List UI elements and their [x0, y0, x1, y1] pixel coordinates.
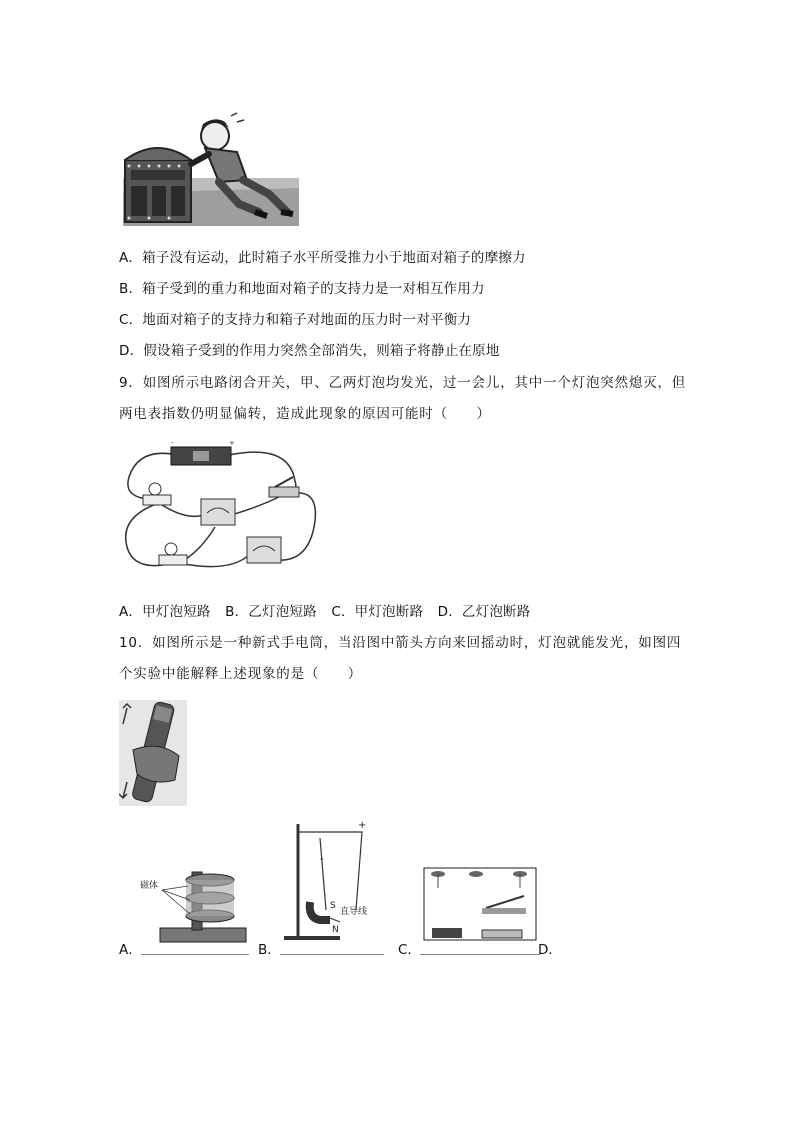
option-b-plus: +	[358, 820, 367, 831]
q9-option-c: C．甲灯泡断路	[331, 604, 424, 620]
option-b-wire-magnet-figure	[280, 818, 386, 944]
option-a-magnet-label: 磁体	[140, 881, 159, 891]
q10-option-a: A．	[119, 942, 142, 958]
q10-option-c: C．	[398, 942, 421, 958]
q8-option-d: D．假设箱子受到的作用力突然全部消失，则箱子将静止在原地	[119, 343, 500, 359]
q8-option-c: C．地面对箱子的支持力和箱子对地面的压力时一对平衡力	[119, 312, 472, 328]
boy-pushing-chest-figure	[119, 108, 301, 230]
flashlight-figure	[119, 700, 187, 806]
option-c-circuit-figure	[420, 864, 540, 944]
q9-options-row	[119, 602, 530, 622]
option-b-wire-label: 直导线	[340, 907, 368, 917]
svg-text:-: -	[171, 439, 174, 447]
q10-option-b: B．	[258, 942, 281, 958]
option-c-underline	[420, 954, 540, 955]
option-b-s-label: S	[330, 901, 336, 911]
q10-options-row	[119, 938, 599, 960]
q10-stem-line1: 10．如图所示是一种新式手电筒，当沿图中箭头方向来回摇动时，灯泡就能发光，如图四	[119, 635, 682, 651]
q9-stem-line1: 9．如图所示电路闭合开关，甲、乙两灯泡均发光，过一会儿，其中一个灯泡突然熄灭，但	[119, 375, 687, 391]
q9-option-d: D．乙灯泡断路	[437, 604, 531, 620]
option-b-minus: -	[320, 854, 324, 865]
option-b-n-label: N	[332, 925, 339, 935]
q10-stem-line2: 个实验中能解释上述现象的是（ ）	[119, 666, 363, 682]
q8-option-a: A．箱子没有运动，此时箱子水平所受推力小于地面对箱子的摩擦力	[119, 250, 526, 266]
option-b-underline	[280, 954, 384, 955]
q9-stem-line2: 两电表指数仍明显偏转，造成此现象的原因可能时（ ）	[119, 406, 491, 422]
circuit-figure	[119, 437, 327, 587]
svg-text:+: +	[229, 439, 235, 447]
q9-option-b: B．乙灯泡短路	[225, 604, 317, 620]
q9-option-a: A．甲灯泡短路	[119, 604, 211, 620]
q8-option-b: B．箱子受到的重力和地面对箱子的支持力是一对相互作用力	[119, 281, 485, 297]
q10-option-d: D．	[538, 942, 562, 958]
option-a-underline	[141, 954, 249, 955]
option-a-magnet-figure	[140, 858, 248, 944]
